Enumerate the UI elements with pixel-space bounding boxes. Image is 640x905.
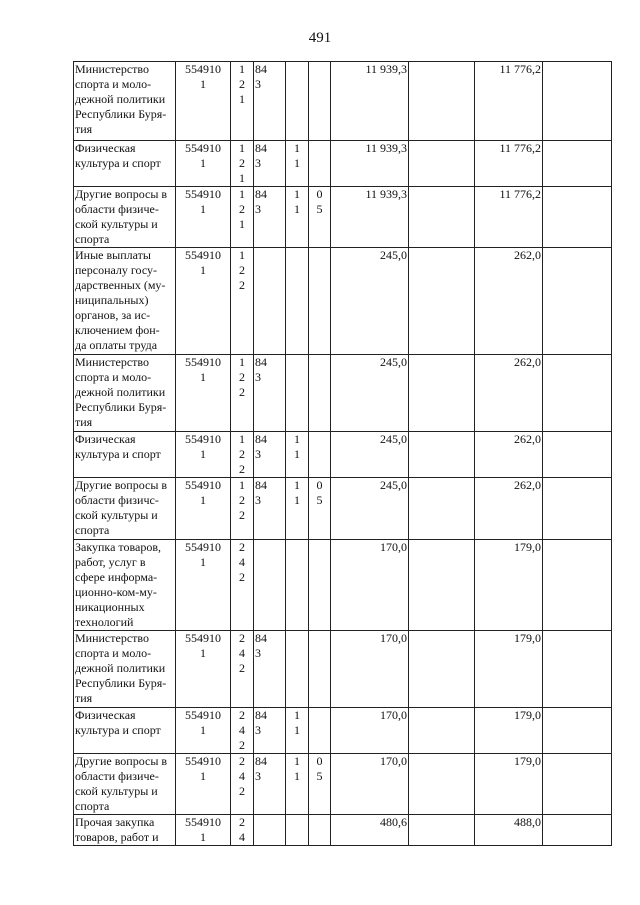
row-ministry-code-text: 84 3	[255, 708, 267, 737]
row-expense-type-cell	[231, 631, 254, 708]
row-subsection-cell	[309, 631, 331, 708]
row-amount-year1-text: 11 939,3	[365, 62, 407, 76]
row-expense-type-text: 1 2 2	[239, 432, 245, 476]
row-expense-type-text: 1 2 2	[239, 248, 245, 292]
row-section-text: 1 1	[294, 754, 300, 783]
row-amount-year1-text: 245,0	[380, 478, 407, 492]
row-amount-year2-cell	[475, 248, 543, 355]
row-code-text: 554910 1	[185, 478, 221, 507]
row-section-cell	[286, 248, 309, 355]
row-amount-year1-text: 170,0	[380, 754, 407, 768]
row-ministry-code-cell	[254, 355, 286, 432]
row-ministry-code-cell	[254, 432, 286, 478]
row-empty-cell	[543, 62, 612, 141]
row-amount-year1-text: 11 939,3	[365, 141, 407, 155]
row-expense-type-text: 2 4 2	[239, 540, 245, 584]
row-ministry-code-cell	[254, 141, 286, 187]
row-code-text: 554910 1	[185, 540, 221, 569]
row-name-text: Министерство спорта и моло- дежной политики Республики Буря- тия	[75, 631, 167, 705]
row-subsection-cell	[309, 815, 331, 846]
row-name-text: Министерство спорта и моло- дежной политики Республики Буря- тия	[75, 62, 167, 136]
row-ministry-code-text: 84 3	[255, 62, 267, 91]
row-subsection-cell	[309, 355, 331, 432]
row-section-text: 1 1	[294, 708, 300, 737]
row-name-text: Другие вопросы в области физиче- ской культуры и спорта	[75, 187, 168, 246]
row-code-cell	[176, 754, 231, 815]
row-code-text: 554910 1	[185, 754, 221, 783]
row-amount-year2-text: 179,0	[514, 754, 541, 768]
row-amount-year2-text: 179,0	[514, 631, 541, 645]
row-section-cell	[286, 62, 309, 141]
row-amount-year1-cell	[331, 141, 409, 187]
row-amount-year2-text: 11 776,2	[499, 187, 541, 201]
row-name-cell	[74, 141, 176, 187]
row-subsection-cell	[309, 754, 331, 815]
row-amount-year1-cell	[331, 754, 409, 815]
row-expense-type-cell	[231, 754, 254, 815]
row-ministry-code-text: 84 3	[255, 754, 267, 783]
row-empty-cell	[543, 540, 612, 631]
row-name-cell	[74, 540, 176, 631]
row-empty-cell	[543, 631, 612, 708]
row-expense-type-text: 2 4	[239, 815, 245, 844]
row-ministry-code-cell	[254, 708, 286, 754]
row-subsection-cell	[309, 540, 331, 631]
row-subsection-text: 0 5	[316, 478, 323, 507]
row-code-cell	[176, 478, 231, 540]
row-expense-type-text: 1 2 1	[239, 141, 245, 185]
row-expense-type-cell	[231, 62, 254, 141]
table-row	[74, 540, 612, 631]
row-amount-year1-cell	[331, 708, 409, 754]
row-amount-year2-cell	[475, 432, 543, 478]
row-subsection-cell	[309, 141, 331, 187]
row-section-text: 1 1	[294, 432, 300, 461]
row-empty-cell	[543, 187, 612, 248]
row-expense-type-text: 2 4 2	[239, 631, 245, 675]
row-ministry-code-text: 84 3	[255, 355, 267, 384]
budget-table-body	[74, 62, 612, 846]
row-amount-year2-cell	[475, 478, 543, 540]
row-name-text: Физическая культура и спорт	[75, 432, 161, 461]
row-code-text: 554910 1	[185, 631, 221, 660]
row-empty-cell	[543, 815, 612, 846]
row-empty-cell	[409, 141, 475, 187]
row-section-cell	[286, 754, 309, 815]
row-ministry-code-cell	[254, 478, 286, 540]
row-expense-type-cell	[231, 248, 254, 355]
row-code-text: 554910 1	[185, 62, 221, 91]
row-amount-year2-text: 179,0	[514, 708, 541, 722]
row-expense-type-cell	[231, 187, 254, 248]
row-name-text: Прочая закупка товаров, работ и	[75, 815, 159, 844]
row-ministry-code-cell	[254, 631, 286, 708]
row-empty-cell	[543, 141, 612, 187]
row-amount-year2-text: 262,0	[514, 478, 541, 492]
row-code-cell	[176, 248, 231, 355]
row-code-cell	[176, 355, 231, 432]
row-section-cell	[286, 631, 309, 708]
row-code-text: 554910 1	[185, 708, 221, 737]
row-empty-cell	[409, 478, 475, 540]
table-row	[74, 248, 612, 355]
row-amount-year2-cell	[475, 141, 543, 187]
row-section-cell	[286, 478, 309, 540]
row-section-text: 1 1	[294, 187, 300, 216]
row-name-cell	[74, 754, 176, 815]
row-empty-cell	[409, 248, 475, 355]
row-name-text: Другие вопросы в области физиче- ской культуры и спорта	[75, 754, 168, 813]
table-row	[74, 187, 612, 248]
table-row	[74, 478, 612, 540]
row-subsection-text: 0 5	[316, 187, 323, 216]
row-amount-year2-cell	[475, 708, 543, 754]
table-row	[74, 141, 612, 187]
row-name-cell	[74, 355, 176, 432]
row-amount-year1-text: 11 939,3	[365, 187, 407, 201]
row-code-cell	[176, 708, 231, 754]
row-section-text: 1 1	[294, 141, 300, 170]
row-ministry-code-text: 84 3	[255, 187, 267, 216]
row-amount-year1-cell	[331, 815, 409, 846]
row-name-text: Министерство спорта и моло- дежной политики Республики Буря- тия	[75, 355, 167, 429]
row-subsection-cell	[309, 62, 331, 141]
row-empty-cell	[409, 62, 475, 141]
row-empty-cell	[409, 631, 475, 708]
row-ministry-code-cell	[254, 540, 286, 631]
row-subsection-text: 0 5	[316, 754, 323, 783]
row-section-cell	[286, 815, 309, 846]
row-amount-year1-cell	[331, 248, 409, 355]
row-expense-type-text: 2 4 2	[239, 754, 245, 798]
row-subsection-cell	[309, 478, 331, 540]
row-name-text: Закупка товаров, работ, услуг в сфере информа- ционно-ком-му- никационных технологий	[75, 540, 161, 629]
row-empty-cell	[409, 708, 475, 754]
row-code-text: 554910 1	[185, 355, 221, 384]
row-code-cell	[176, 631, 231, 708]
row-ministry-code-text: 84 3	[255, 141, 267, 170]
row-code-cell	[176, 432, 231, 478]
row-name-text: Иные выплаты персоналу госу- дарственных (му- ниципальных) органов, за ис- ключением фон- да оплаты труда	[75, 248, 166, 352]
row-amount-year1-cell	[331, 478, 409, 540]
row-subsection-cell	[309, 248, 331, 355]
row-section-cell	[286, 540, 309, 631]
row-amount-year2-cell	[475, 355, 543, 432]
row-empty-cell	[543, 754, 612, 815]
row-section-text: 1 1	[294, 478, 300, 507]
row-amount-year1-cell	[331, 432, 409, 478]
row-subsection-cell	[309, 187, 331, 248]
row-expense-type-cell	[231, 141, 254, 187]
row-empty-cell	[409, 540, 475, 631]
row-section-cell	[286, 355, 309, 432]
row-expense-type-cell	[231, 355, 254, 432]
table-row	[74, 754, 612, 815]
row-amount-year2-text: 11 776,2	[499, 62, 541, 76]
budget-table	[73, 61, 612, 846]
row-amount-year2-cell	[475, 815, 543, 846]
row-empty-cell	[543, 432, 612, 478]
row-code-cell	[176, 187, 231, 248]
row-section-cell	[286, 708, 309, 754]
row-name-cell	[74, 708, 176, 754]
row-code-cell	[176, 141, 231, 187]
row-name-text: Физическая культура и спорт	[75, 708, 161, 737]
row-ministry-code-cell	[254, 187, 286, 248]
table-row	[74, 432, 612, 478]
row-ministry-code-text: 84 3	[255, 432, 267, 461]
row-amount-year1-text: 245,0	[380, 248, 407, 262]
row-empty-cell	[543, 708, 612, 754]
row-code-cell	[176, 540, 231, 631]
row-section-cell	[286, 187, 309, 248]
row-ministry-code-cell	[254, 62, 286, 141]
row-name-cell	[74, 815, 176, 846]
row-name-cell	[74, 248, 176, 355]
row-expense-type-cell	[231, 815, 254, 846]
row-expense-type-text: 1 2 1	[239, 187, 245, 231]
row-empty-cell	[409, 432, 475, 478]
table-row	[74, 62, 612, 141]
row-section-cell	[286, 432, 309, 478]
row-amount-year1-text: 170,0	[380, 708, 407, 722]
table-row	[74, 708, 612, 754]
row-empty-cell	[409, 355, 475, 432]
row-name-text: Другие вопросы в области физичс- ской культуры и спорта	[75, 478, 168, 537]
row-amount-year1-cell	[331, 540, 409, 631]
row-code-text: 554910 1	[185, 187, 221, 216]
row-ministry-code-cell	[254, 815, 286, 846]
row-amount-year1-text: 170,0	[380, 540, 407, 554]
row-expense-type-cell	[231, 540, 254, 631]
row-amount-year1-cell	[331, 631, 409, 708]
row-amount-year2-cell	[475, 540, 543, 631]
row-code-text: 554910 1	[185, 248, 221, 277]
row-empty-cell	[409, 815, 475, 846]
row-expense-type-cell	[231, 708, 254, 754]
row-amount-year1-text: 245,0	[380, 432, 407, 446]
row-empty-cell	[543, 355, 612, 432]
row-amount-year2-cell	[475, 187, 543, 248]
row-expense-type-text: 2 4 2	[239, 708, 245, 752]
page-number: 491	[308, 30, 332, 46]
row-name-text: Физическая культура и спорт	[75, 141, 161, 170]
row-code-text: 554910 1	[185, 432, 221, 461]
table-row	[74, 355, 612, 432]
row-empty-cell	[409, 754, 475, 815]
row-amount-year1-text: 170,0	[380, 631, 407, 645]
row-code-cell	[176, 815, 231, 846]
row-ministry-code-cell	[254, 754, 286, 815]
row-code-text: 554910 1	[185, 815, 221, 844]
row-amount-year2-cell	[475, 754, 543, 815]
row-amount-year2-text: 262,0	[514, 432, 541, 446]
row-expense-type-text: 1 2 2	[239, 355, 245, 399]
row-amount-year2-text: 262,0	[514, 248, 541, 262]
row-expense-type-cell	[231, 478, 254, 540]
row-subsection-cell	[309, 432, 331, 478]
row-amount-year1-cell	[331, 187, 409, 248]
row-amount-year2-cell	[475, 62, 543, 141]
row-expense-type-cell	[231, 432, 254, 478]
row-amount-year1-text: 245,0	[380, 355, 407, 369]
table-row	[74, 631, 612, 708]
row-ministry-code-text: 84 3	[255, 478, 267, 507]
row-amount-year2-cell	[475, 631, 543, 708]
row-empty-cell	[543, 248, 612, 355]
row-name-cell	[74, 432, 176, 478]
row-amount-year1-text: 480,6	[380, 815, 407, 829]
row-name-cell	[74, 631, 176, 708]
row-ministry-code-cell	[254, 248, 286, 355]
row-amount-year1-cell	[331, 355, 409, 432]
row-subsection-cell	[309, 708, 331, 754]
row-ministry-code-text: 84 3	[255, 631, 267, 660]
row-section-cell	[286, 141, 309, 187]
row-name-cell	[74, 187, 176, 248]
row-name-cell	[74, 62, 176, 141]
row-name-cell	[74, 478, 176, 540]
row-expense-type-text: 1 2 1	[239, 62, 245, 106]
row-code-cell	[176, 62, 231, 141]
row-amount-year2-text: 179,0	[514, 540, 541, 554]
row-empty-cell	[409, 187, 475, 248]
row-amount-year2-text: 488,0	[514, 815, 541, 829]
row-amount-year2-text: 11 776,2	[499, 141, 541, 155]
row-empty-cell	[543, 478, 612, 540]
row-amount-year1-cell	[331, 62, 409, 141]
table-row	[74, 815, 612, 846]
row-code-text: 554910 1	[185, 141, 221, 170]
row-amount-year2-text: 262,0	[514, 355, 541, 369]
row-expense-type-text: 1 2 2	[239, 478, 245, 522]
